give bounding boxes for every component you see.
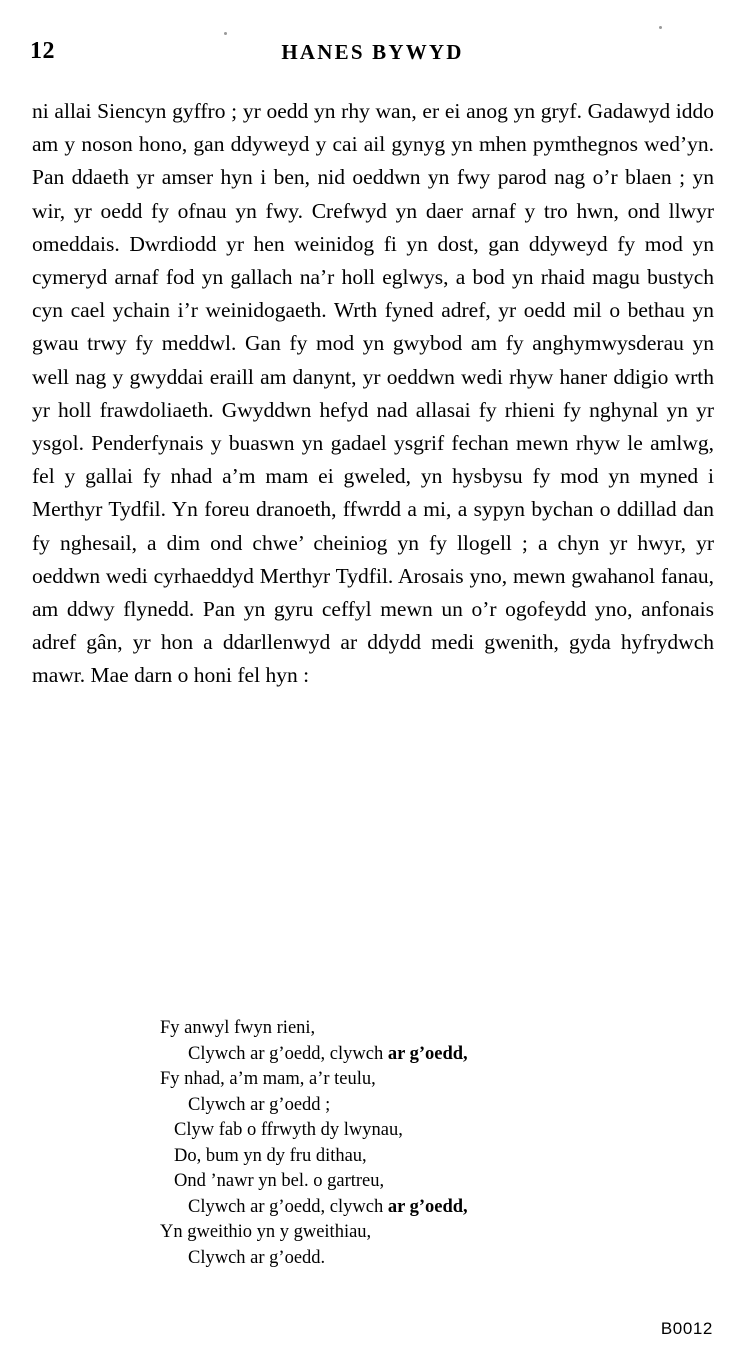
poem-line: Ond ’nawr yn bel. o gartreu, [174,1171,385,1191]
poem-line: Clywch ar g’oedd, clywch ar g’oedd, [188,1043,468,1064]
running-title: HANES BYWYD [281,40,464,64]
footer-code: B0012 [660,1319,713,1338]
body-text [32,95,714,693]
poem-line: Clywch ar g’oedd ; [188,1094,331,1115]
paragraph: ni allai Siencyn gyffro ; yr oedd yn rhy wan, er ei anog yn gryf. Gadawyd iddo am y noson hono, gan ddyweyd y cai ail gynyg yn mhen pymthegnos wed’yn. Pan ddaeth yr amser hyn i ben, nid oeddwn yn fwy parod nag o’r blaen ; yn wir, yr oedd fy ofnau yn fwy. Crefwyd yn daer arnaf y tro hwn, ond llwyr omeddais. Dwrdiodd yr hen weinidog fi yn dost, gan ddyweyd fy mod yn cymeryd arnaf fod yn gallach na’r holl eglwys, a bod yn rhaid magu bustych cyn cael ychain i’r weinidogaeth. Wrth fyned adref, yr oedd mil o bethau yn gwau trwy fy meddwl. Gan fy mod yn gwybod am fy anghymwysderau yn well nag y gwyddai eraill am danynt, yr oeddwn wedi rhyw haner ddigio wrth yr holl frawdoliaeth. Gwyddwn hefyd nad allasai fy rhieni fy nghynal yn yr ysgol. Penderfynais y buaswn yn gadael ysgrif fechan mewn rhyw le amlwg, fel y gallai fy nhad a’m mam ei gweled, yn hysbysu fy mod yn myned i Merthyr Tydfil. Yn foreu dranoeth, ffwrdd a mi, a sypyn bychan o ddillad dan fy nghesail, a dim ond chwe’ cheiniog yn fy llogell ; a chyn yr hwyr, yr oeddwn wedi cyrhaeddyd Merthyr Tydfil. Arosais yno, mewn gwahanol fanau, am ddwy flynedd. Pan yn gyru ceffyl mewn un o’r ogofeydd yno, anfonais adref gân, yr hon a ddarllenwyd ar ddydd medi gwenith, gyda hyfrydwch mawr. Mae darn o honi fel hyn : [32,99,714,688]
scan-speck [659,26,662,29]
page-number: 12 [30,38,55,64]
poem-line: Yn gweithio yn y gweithiau, [160,1222,372,1242]
poem-line: Do, bum yn dy fru dithau, [174,1145,367,1166]
poem-line: Fy nhad, a’m mam, a’r teulu, [160,1069,376,1089]
page-header [0,38,745,66]
poem-line-emphasis: ar g’oedd, [387,1043,468,1064]
scan-speck [224,32,227,35]
poem-line-emphasis: ar g’oedd, [387,1196,468,1217]
poem-block [160,1016,590,1271]
poem-line: Clyw fab o ffrwyth dy lwynau, [174,1120,403,1140]
poem-line: Fy anwyl fwyn rieni, [160,1018,316,1038]
poem-line: Clywch ar g’oedd. [188,1247,326,1268]
poem-line: Clywch ar g’oedd, clywch ar g’oedd, [188,1196,468,1217]
